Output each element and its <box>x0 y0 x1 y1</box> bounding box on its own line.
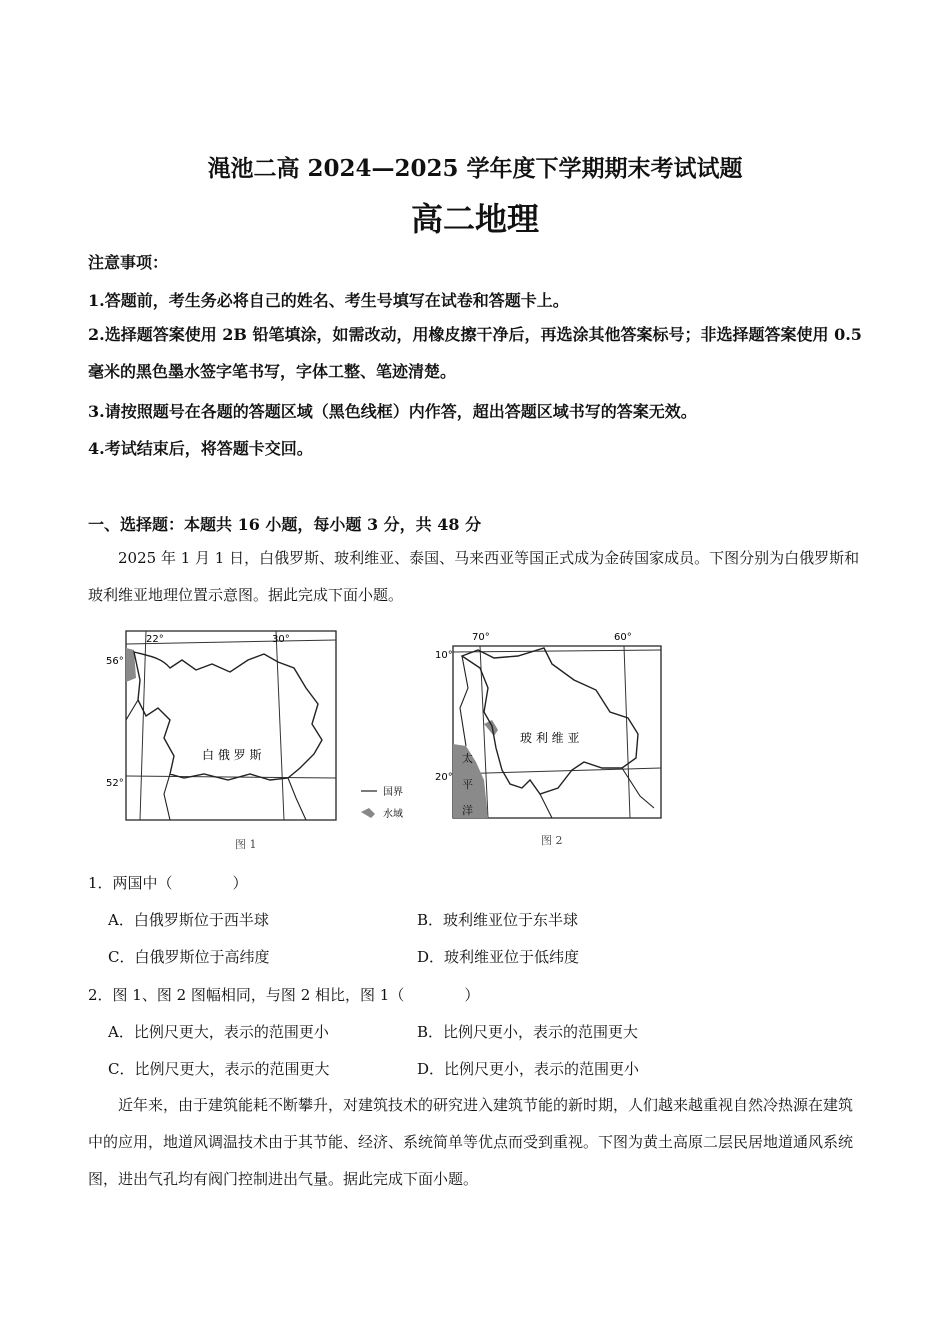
subject-title: 高二地理 <box>410 200 539 238</box>
ocean-label: 太 <box>462 752 473 765</box>
figure1-caption: 图 1 <box>235 838 257 851</box>
question-1-option-b[interactable]: B．玻利维亚位于东半球 <box>417 911 579 929</box>
question-1-option-a[interactable]: A．白俄罗斯位于西半球 <box>108 911 269 929</box>
figure-bolivia-map <box>432 628 667 823</box>
figure-belarus-map <box>100 628 345 833</box>
exam-title: 渑池二高 2024—2025 学年度下学期期末考试试题 <box>207 155 743 182</box>
question-2-option-b[interactable]: B．比例尺更小，表示的范围更大 <box>417 1023 639 1041</box>
note-item: 4.考试结束后，将答题卡交回。 <box>88 439 313 458</box>
section-intro: 2025 年 1 月 1 日，白俄罗斯、玻利维亚、泰国、马来西亚等国正式成为金砖国家成员。下图分别为白俄罗斯和玻利维亚地理位置示意图。据此完成下面小题。 <box>88 549 860 604</box>
figure2-caption: 图 2 <box>541 834 563 847</box>
ocean-label: 平 <box>462 778 473 791</box>
question-1-stem: 1．两国中（ ） <box>88 874 248 892</box>
country-label: 白 俄 罗 斯 <box>202 748 262 762</box>
lat-label: 20° <box>435 772 453 783</box>
map-legend <box>355 782 435 828</box>
lat-label: 10° <box>435 650 453 661</box>
water-legend-icon <box>361 808 375 818</box>
note-item: 2.选择题答案使用 2B 铅笔填涂，如需改动，用橡皮擦干净后，再选涂其他答案标号；非选择题答案使用 0.5 毫米的黑色墨水签字笔书写，字体工整、笔迹清楚。 <box>88 325 862 381</box>
lon-label: 22° <box>146 634 164 645</box>
question-2-stem: 2．图 1、图 2 图幅相同，与图 2 相比，图 1（ ） <box>88 986 480 1004</box>
question-2-option-c[interactable]: C．比例尺更大，表示的范围更大 <box>108 1060 330 1078</box>
legend-water-label: 水域 <box>383 809 403 820</box>
question-2-option-a[interactable]: A．比例尺更大，表示的范围更小 <box>108 1023 329 1041</box>
question-1-option-d[interactable]: D．玻利维亚位于低纬度 <box>417 948 580 966</box>
section2-intro: 近年来，由于建筑能耗不断攀升，对建筑技术的研究进入建筑节能的新时期，人们越来越重视自然冷热源在建筑中的应用，地道风调温技术由于其节能、经济、系统简单等优点而受到重视。下图为黄土高原二层民居地道通风系统图，进出气孔均有阀门控制进出气量。据此完成下面小题。 <box>88 1096 854 1188</box>
lon-label: 60° <box>614 632 632 643</box>
country-label: 玻 利 维 亚 <box>520 731 580 745</box>
legend-border-label: 国界 <box>383 787 403 798</box>
section-heading: 一、选择题：本题共 16 小题，每小题 3 分，共 48 分 <box>88 515 482 534</box>
lon-label: 70° <box>472 632 490 643</box>
lon-label: 30° <box>272 634 290 645</box>
lat-label: 52° <box>106 778 124 789</box>
question-1-option-c[interactable]: C．白俄罗斯位于高纬度 <box>108 948 270 966</box>
notes-heading: 注意事项： <box>88 253 169 272</box>
note-item: 1.答题前，考生务必将自己的姓名、考生号填写在试卷和答题卡上。 <box>88 291 569 310</box>
ocean-label: 洋 <box>462 804 473 817</box>
lat-label: 56° <box>106 656 124 667</box>
note-item: 3.请按照题号在各题的答题区域（黑色线框）内作答，超出答题区域书写的答案无效。 <box>88 402 697 421</box>
question-2-option-d[interactable]: D．比例尺更小，表示的范围更小 <box>417 1060 640 1078</box>
